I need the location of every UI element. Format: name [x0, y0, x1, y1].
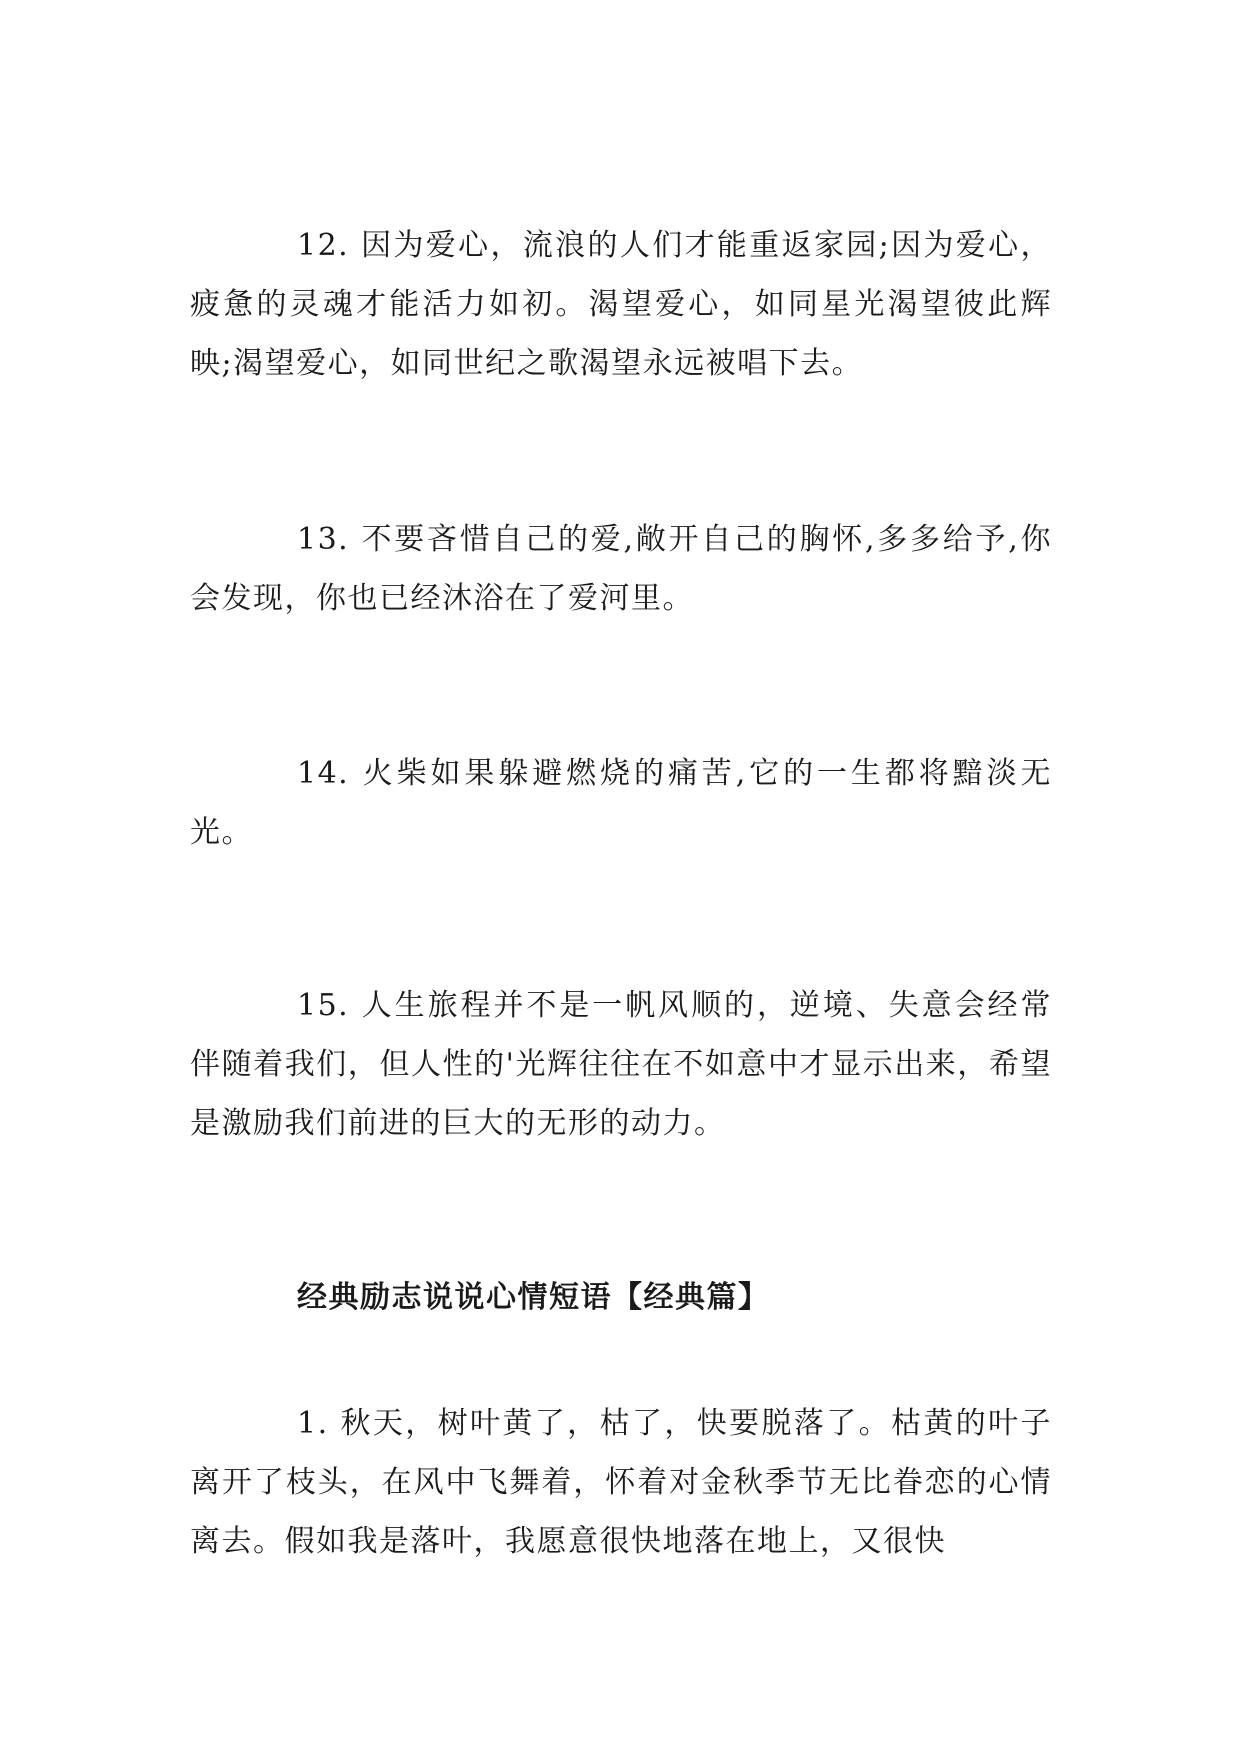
paragraph-15: 15. 人生旅程并不是一帆风顺的，逆境、失意会经常伴随着我们，但人性的'光辉往往在不如意中才显示出来，希望是激励我们前进的巨大的无形的动力。	[190, 988, 1052, 1141]
paragraph-14: 14. 火柴如果躲避燃烧的痛苦,它的一生都将黯淡无光。	[190, 756, 1052, 850]
paragraph-12: 12. 因为爱心，流浪的人们才能重返家园;因为爱心，疲惫的灵魂才能活力如初。渴望爱心，如同星光渴望彼此辉映;渴望爱心，如同世纪之歌渴望永远被唱下去。	[190, 228, 1052, 381]
section-heading: 经典励志说说心情短语【经典篇】	[297, 1280, 770, 1315]
paragraph-13: 13. 不要吝惜自己的爱,敞开自己的胸怀,多多给予,你会发现，你也已经沐浴在了爱河里。	[190, 522, 1052, 616]
paragraph-1: 1. 秋天，树叶黄了，枯了，快要脱落了。枯黄的叶子离开了枝头，在风中飞舞着，怀着对金秋季节无比眷恋的心情离去。假如我是落叶，我愿意很快地落在地上，又很快	[190, 1406, 1052, 1559]
